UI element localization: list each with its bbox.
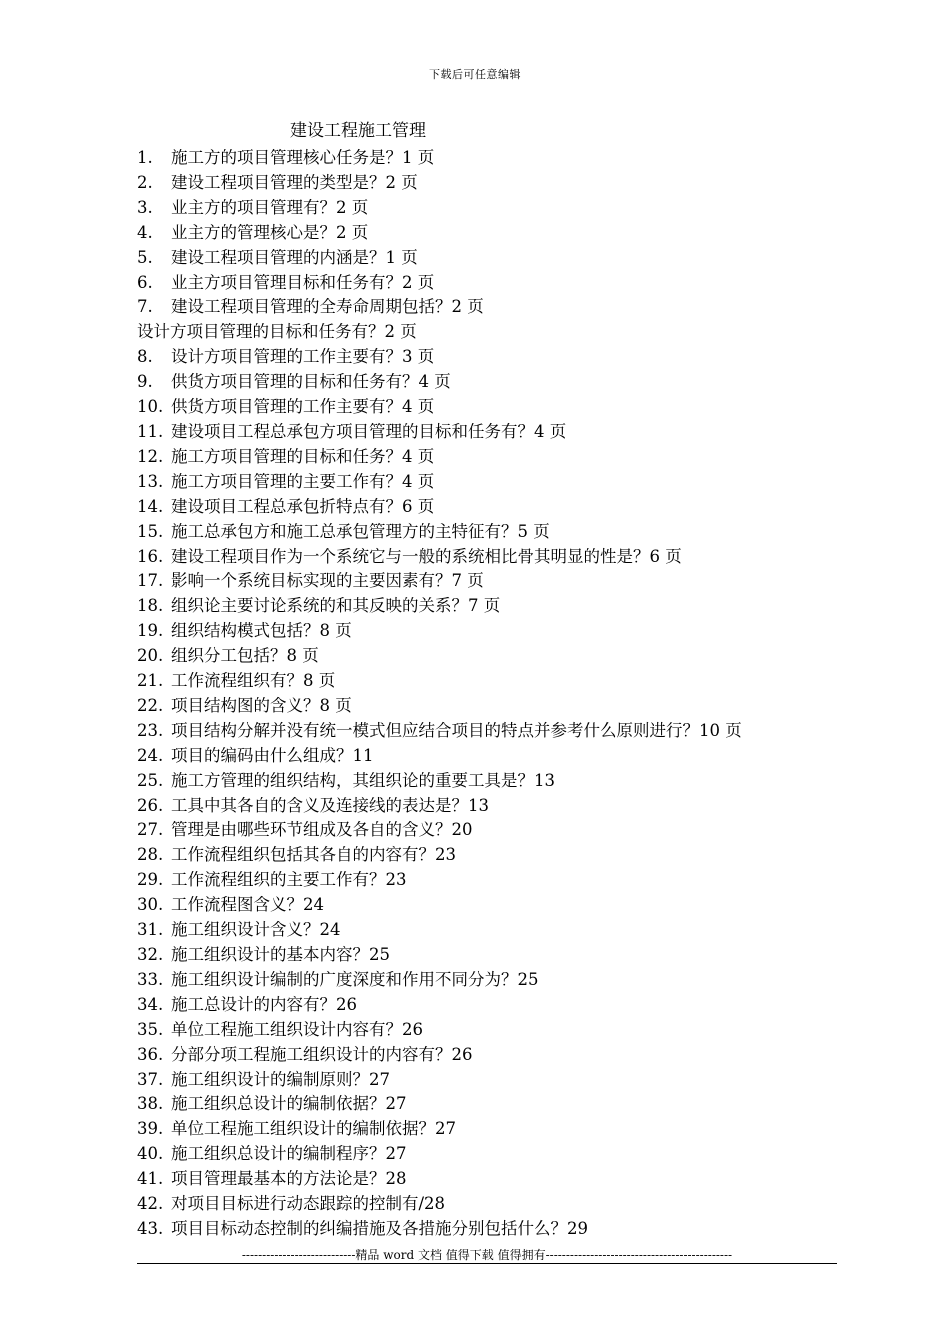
list-item-text: 施工组织总设计的编制依据？27 — [171, 1094, 407, 1114]
list-item-text: 工作流程组织包括其各自的内容有？23 — [171, 845, 456, 865]
list-item-text: 项目结构分解并没有统一模式但应结合项目的特点并参考什么原则进行？10 页 — [171, 720, 742, 740]
list-item-text: 组织论主要讨论系统的和其反映的关系？7 页 — [171, 596, 501, 616]
list-item-text: 施工方项目管理的主要工作有？4 页 — [171, 471, 435, 491]
list-item — [137, 719, 917, 744]
list-item — [137, 246, 917, 271]
list-item — [137, 295, 917, 320]
list-item-number: 7. — [137, 297, 153, 317]
list-item-number: 40. — [137, 1144, 164, 1164]
list-item-number: 23. — [137, 720, 164, 740]
list-item-number: 19. — [137, 621, 164, 641]
list-item — [137, 545, 917, 570]
list-item-text: 供货方项目管理的工作主要有？4 页 — [171, 397, 435, 417]
list-item-number: 20. — [137, 646, 164, 666]
list-item-number: 24. — [137, 745, 164, 765]
list-item-number: 39. — [137, 1119, 164, 1139]
list-item — [137, 1018, 917, 1043]
list-item-number: 5. — [137, 247, 153, 267]
list-item-number: 21. — [137, 671, 164, 691]
list-item — [137, 968, 917, 993]
list-item-text: 分部分项工程施工组织设计的内容有？26 — [171, 1044, 473, 1064]
list-item — [137, 569, 917, 594]
list-item — [137, 196, 917, 221]
list-item — [137, 868, 917, 893]
list-item-text: 业主方项目管理目标和任务有？2 页 — [171, 272, 435, 292]
list-item-text: 施工方管理的组织结构，其组织论的重要工具是？13 — [171, 770, 555, 790]
list-item-number: 16. — [137, 546, 164, 566]
list-item-number: 29. — [137, 870, 164, 890]
list-item-number: 36. — [137, 1044, 164, 1064]
list-item-number: 34. — [137, 994, 164, 1014]
question-list — [137, 146, 917, 1242]
list-item-text: 设计方项目管理的工作主要有？3 页 — [171, 347, 435, 367]
list-item-text: 工作流程图含义？24 — [171, 895, 324, 915]
list-item — [137, 171, 917, 196]
document-title: 建设工程施工管理 — [290, 121, 426, 141]
list-item — [137, 1192, 917, 1217]
list-item — [137, 893, 917, 918]
list-item-text: 施工方的项目管理核心任务是？1 页 — [171, 148, 435, 167]
list-item-number: 25. — [137, 770, 164, 790]
list-item-number: 26. — [137, 795, 164, 815]
list-item-text: 建设工程项目作为一个系统它与一般的系统相比骨其明显的性是？6 页 — [171, 546, 682, 566]
list-item — [137, 420, 917, 445]
list-item — [137, 943, 917, 968]
list-item — [137, 1117, 917, 1142]
list-item-number: 28. — [137, 845, 164, 865]
list-item — [137, 918, 917, 943]
list-item-text: 施工组织总设计的编制程序？27 — [171, 1144, 407, 1164]
list-item-number: 18. — [137, 596, 164, 616]
list-item — [137, 495, 917, 520]
list-item-number: 41. — [137, 1169, 164, 1189]
list-item-text: 项目管理最基本的方法论是？28 — [171, 1169, 407, 1189]
list-item — [137, 769, 917, 794]
list-item-text: 业主方的管理核心是？2 页 — [171, 222, 369, 242]
list-item — [137, 794, 917, 819]
list-item-number: 4. — [137, 222, 153, 242]
list-item-text: 项目目标动态控制的纠编措施及各措施分别包括什么？29 — [171, 1218, 588, 1238]
list-item-text: 建设工程项目管理的类型是？2 页 — [171, 172, 418, 192]
list-item-text: 工具中其各自的含义及连接线的表达是？13 — [171, 795, 489, 815]
list-item-number: 3. — [137, 197, 153, 217]
list-item — [137, 470, 917, 495]
list-item-text: 对项目目标进行动态跟踪的控制有/28 — [171, 1194, 446, 1214]
list-item — [137, 818, 917, 843]
list-item-number: 11. — [137, 421, 164, 441]
list-item-text: 管理是由哪些环节组成及各自的含义？20 — [171, 820, 473, 840]
list-item-number: 17. — [137, 571, 164, 591]
footer-note: ----------------------------精品 word 文档 值得下载 值得拥有---------------------------------------------- — [241, 1248, 733, 1262]
list-item — [137, 1142, 917, 1167]
list-item-text: 工作流程组织有？8 页 — [171, 671, 336, 691]
list-item-number: 6. — [137, 272, 153, 292]
list-item-number: 9. — [137, 372, 153, 392]
list-item — [137, 520, 917, 545]
list-item-number: 1. — [137, 148, 153, 167]
list-item-number: 8. — [137, 347, 153, 367]
list-item-text: 业主方的项目管理有？2 页 — [171, 197, 369, 217]
list-item-text: 施工组织设计的基本内容？25 — [171, 945, 390, 964]
list-item — [137, 1092, 917, 1117]
list-item-number: 2. — [137, 172, 153, 192]
list-item-number: 32. — [137, 945, 164, 964]
list-item-text: 组织结构模式包括？8 页 — [171, 621, 352, 641]
list-item-number: 30. — [137, 895, 164, 915]
list-item — [137, 221, 917, 246]
list-item-number: 27. — [137, 820, 164, 840]
list-item — [137, 271, 917, 296]
list-item-text: 单位工程施工组织设计内容有？26 — [171, 1019, 423, 1039]
list-item-number: 22. — [137, 695, 164, 715]
list-item-text: 施工方项目管理的目标和任务？4 页 — [171, 446, 435, 466]
list-item-number: 37. — [137, 1069, 164, 1089]
list-item-text: 建设工程项目管理的全寿命周期包括？2 页 — [171, 297, 484, 317]
list-item-number: 10. — [137, 397, 164, 417]
list-item-text: 施工组织设计编制的广度深度和作用不同分为？25 — [171, 969, 539, 989]
list-item — [137, 395, 917, 420]
list-item-text: 施工总设计的内容有？26 — [171, 994, 357, 1014]
list-item-number: 33. — [137, 969, 164, 989]
list-item — [137, 345, 917, 370]
list-item — [137, 744, 917, 769]
list-item-text: 建设工程项目管理的内涵是？1 页 — [171, 247, 418, 267]
list-item-text: 供货方项目管理的目标和任务有？4 页 — [171, 372, 451, 392]
list-item — [137, 146, 917, 171]
header-note: 下载后可任意编辑 — [429, 68, 521, 81]
list-item-number: 12. — [137, 446, 164, 466]
list-item-number: 35. — [137, 1019, 164, 1039]
list-item — [137, 1217, 917, 1242]
list-item — [137, 594, 917, 619]
list-item-text: 施工总承包方和施工总承包管理方的主特征有？5 页 — [171, 521, 550, 541]
list-item-text: 项目结构图的含义？8 页 — [171, 695, 352, 715]
list-item-text: 施工组织设计的编制原则？27 — [171, 1069, 390, 1089]
list-item-number: 13. — [137, 471, 164, 491]
list-item — [137, 619, 917, 644]
list-item-text: 建设项目工程总承包折特点有？6 页 — [171, 496, 435, 516]
list-item — [137, 320, 917, 345]
list-item-text: 影响一个系统目标实现的主要因素有？7 页 — [171, 571, 484, 591]
list-item-number: 43. — [137, 1218, 164, 1238]
list-item-number: 15. — [137, 521, 164, 541]
list-item — [137, 1043, 917, 1068]
list-item-text: 工作流程组织的主要工作有？23 — [171, 870, 407, 890]
list-item — [137, 669, 917, 694]
list-item — [137, 694, 917, 719]
list-item-number: 31. — [137, 920, 164, 940]
list-item-number: 38. — [137, 1094, 164, 1114]
list-item-text: 建设项目工程总承包方项目管理的目标和任务有？4 页 — [171, 421, 567, 441]
list-item-text: 组织分工包括？8 页 — [171, 646, 319, 666]
list-item-number: 42. — [137, 1194, 164, 1214]
footer-divider — [137, 1263, 837, 1264]
list-item — [137, 1068, 917, 1093]
list-item — [137, 644, 917, 669]
list-item-number: 14. — [137, 496, 164, 516]
list-item — [137, 370, 917, 395]
list-item-text: 单位工程施工组织设计的编制依据？27 — [171, 1119, 456, 1139]
list-item-text: 项目的编码由什么组成？11 — [171, 745, 374, 765]
list-item-text: 施工组织设计含义？24 — [171, 920, 341, 940]
list-item-text: 设计方项目管理的目标和任务有？2 页 — [137, 322, 417, 342]
list-item — [137, 843, 917, 868]
list-item — [137, 1167, 917, 1192]
list-item — [137, 993, 917, 1018]
list-item — [137, 445, 917, 470]
